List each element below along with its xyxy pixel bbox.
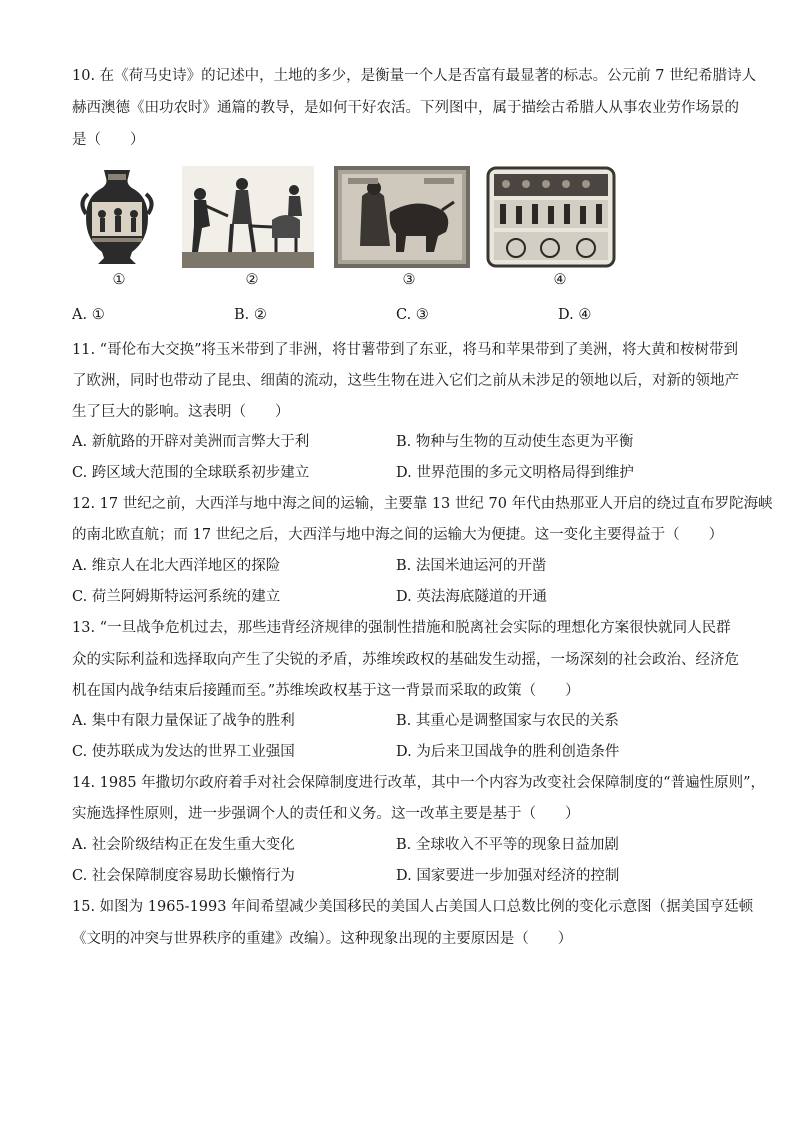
- q10-option-d[interactable]: D. ④: [558, 307, 592, 323]
- q14-option-d[interactable]: D. 国家要进一步加强对经济的控制: [396, 868, 620, 884]
- q10-stem-line3: 是（ ）: [72, 132, 145, 148]
- q12-option-c[interactable]: C. 荷兰阿姆斯特运河系统的建立: [72, 589, 281, 605]
- q11-option-c[interactable]: C. 跨区域大范围的全球联系初步建立: [72, 465, 310, 481]
- image-1-greek-vase: [78, 166, 156, 268]
- q13-stem-line2: 众的实际利益和选择取向产生了尖锐的矛盾，苏维埃政权的基础发生动摇，一场深刻的社会政治、经济危: [72, 652, 739, 668]
- image-label-3: ③: [402, 272, 416, 288]
- q11-stem-line2: 了欧洲，同时也带动了昆虫、细菌的流动，这些生物在进入它们之前从未涉足的领地以后，对新的领地产: [72, 373, 739, 389]
- image-label-1: ①: [112, 272, 126, 288]
- q12-option-d[interactable]: D. 英法海底隧道的开通: [396, 589, 547, 605]
- q13-stem-line3: 机在国内战争结束后接踵而至。”苏维埃政权基于这一背景而采取的政策（ ）: [72, 683, 580, 699]
- q10-option-c[interactable]: C. ③: [396, 307, 429, 323]
- q13-option-a[interactable]: A. 集中有限力量保证了战争的胜利: [72, 713, 295, 729]
- q10-stem-line1: 10. 在《荷马史诗》的记述中，土地的多少，是衡量一个人是否富有最显著的标志。公元前 7 世纪希腊诗人: [72, 68, 757, 84]
- q13-option-b[interactable]: B. 其重心是调整国家与农民的关系: [396, 713, 619, 729]
- q13-option-d[interactable]: D. 为后来卫国战争的胜利创造条件: [396, 744, 620, 760]
- q14-option-c[interactable]: C. 社会保障制度容易助长懒惰行为: [72, 868, 295, 884]
- q12-stem-line2: 的南北欧直航；而 17 世纪之后，大西洋与地中海之间的运输大为便捷。这一变化主要得益于（ ）: [72, 527, 724, 543]
- q11-option-b[interactable]: B. 物种与生物的互动使生态更为平衡: [396, 434, 634, 450]
- q10-stem-line2: 赫西澳德《田功农时》通篇的教导，是如何干好农活。下列图中，属于描绘古希腊人从事农业劳作场景的: [72, 100, 739, 116]
- q14-stem-line1: 14. 1985 年撒切尔政府着手对社会保障制度进行改革，其中一个内容为改变社会保障制度的“普遍性原则”，: [72, 775, 766, 791]
- image-label-2: ②: [245, 272, 259, 288]
- q13-option-c[interactable]: C. 使苏联成为发达的世界工业强国: [72, 744, 295, 760]
- q12-option-a[interactable]: A. 维京人在北大西洋地区的探险: [72, 558, 281, 574]
- q13-stem-line1: 13. “一旦战争危机过去，那些违背经济规律的强制性措施和脱离社会实际的理想化方案很快就同人民群: [72, 620, 731, 636]
- image-label-4: ④: [553, 272, 567, 288]
- q11-stem-line1: 11. “哥伦布大交换”将玉米带到了非洲，将甘薯带到了东亚，将马和苹果带到了美洲，将大黄和桉树带到: [72, 342, 738, 358]
- q11-stem-line3: 生了巨大的影响。这表明（ ）: [72, 404, 290, 420]
- q11-option-a[interactable]: A. 新航路的开辟对美洲而言弊大于利: [72, 434, 310, 450]
- image-3-cattle-relief: [334, 166, 470, 268]
- q12-option-b[interactable]: B. 法国米迪运河的开凿: [396, 558, 547, 574]
- image-2-plowing-scene: [182, 166, 314, 268]
- q10-option-a[interactable]: A. ①: [72, 307, 105, 323]
- q14-stem-line2: 实施选择性原则，进一步强调个人的责任和义务。这一改革主要是基于（ ）: [72, 806, 580, 822]
- q15-stem-line2: 《文明的冲突与世界秩序的重建》改编）。这种现象出现的主要原因是（ ）: [72, 931, 573, 947]
- q15-stem-line1: 15. 如图为 1965-1993 年间希望减少美国移民的美国人占美国人口总数比例的变化示意图（据美国亨廷顿: [72, 899, 754, 915]
- q12-stem-line1: 12. 17 世纪之前，大西洋与地中海之间的运输，主要靠 13 世纪 70 年代由热那亚人开启的绕过直布罗陀海峡: [72, 496, 773, 512]
- image-4-relief-panel: [486, 166, 616, 268]
- q10-option-b[interactable]: B. ②: [234, 307, 267, 323]
- q14-option-a[interactable]: A. 社会阶级结构正在发生重大变化: [72, 837, 295, 853]
- q11-option-d[interactable]: D. 世界范围的多元文明格局得到维护: [396, 465, 634, 481]
- q14-option-b[interactable]: B. 全球收入不平等的现象日益加剧: [396, 837, 619, 853]
